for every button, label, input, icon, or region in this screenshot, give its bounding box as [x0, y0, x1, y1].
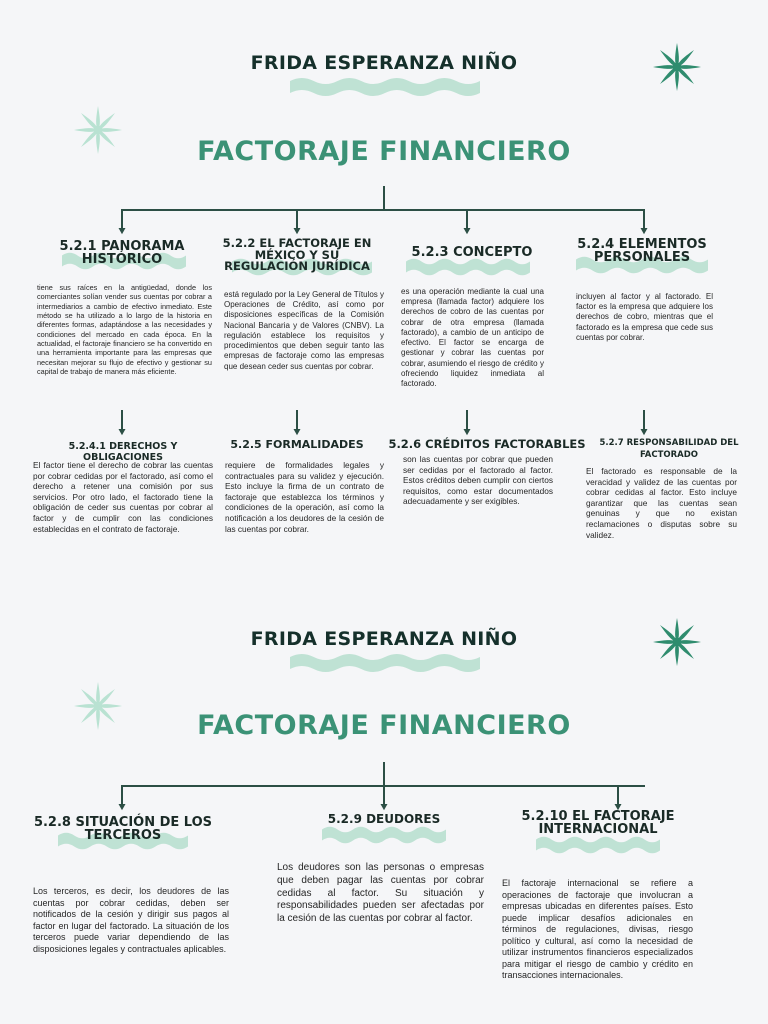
arrow-down-icon	[640, 429, 648, 436]
subsection-text-derechos: El factor tiene el derecho de cobrar las cuentas por cobrar cedidas por el factorado, así como el derecho a retener una comisión por sus servicios. Por otro lado, el factorado tiene la obligación de ceder sus cuentas por cobrar al factor y de cumplir con las condiciones establecidas en el contrato de factoraje.	[33, 460, 213, 534]
subsection-heading-derechos: 5.2.4.1 DERECHOS Y OBLIGACIONES	[68, 441, 178, 463]
connector	[121, 410, 123, 430]
star-icon	[73, 105, 123, 155]
subsection-text-responsabilidad: El factorado es responsable de la veracidad y validez de las cuentas por cobrar cedidas al factor. Esto incluye garantizar que las cuentas sean genuinas y que no existan reclamaciones o disputas sobre su validez.	[586, 466, 737, 540]
section-heading-panorama: 5.2.1 PANORAMA HISTÓRICO	[59, 239, 185, 267]
subsection-heading-responsabilidad: 5.2.7 RESPONSABILIDAD DEL FACTORADO	[599, 438, 739, 460]
arrow-down-icon	[293, 429, 301, 436]
connector	[617, 785, 619, 805]
section-heading-elementos: 5.2.4 ELEMENTOS PERSONALES	[577, 237, 707, 265]
arrow-down-icon	[293, 228, 301, 235]
star-icon	[652, 617, 702, 667]
page-title: FACTORAJE FINANCIERO	[197, 136, 571, 167]
arrow-down-icon	[463, 228, 471, 235]
arrow-down-icon	[463, 429, 471, 436]
section-heading-terceros: 5.2.8 SITUACIÓN DE LOS TERCEROS	[33, 815, 213, 843]
connector	[643, 410, 645, 430]
section-text-elementos: incluyen al factor y al factorado. El factor es la empresa que adquiere los derechos de cobro, mientras que el factorado es la empresa que cede sus cuentas por cobrar.	[576, 292, 713, 342]
connector	[296, 410, 298, 430]
subsection-text-formalidades: requiere de formalidades legales y contractuales para su validez y ejecución. Esto incluye la firma de un contrato de factoraje que establezca los términos y condiciones de la operación, así como la notificación a los deudores de la cesión de las cuentas por cobrar.	[225, 460, 384, 534]
section-text-concepto: es una operación mediante la cual una empresa (llamada factor) adquiere los derechos de cobro de las cuentas por cobrar de otra empresa (llamada factorado), a cambio de un anticipo de efectivo. El factor se encarga de gestionar y cobrar las cuentas por cobrar, asumiendo el riesgo de crédito y ofreciendo liquidez inmediata al factorado.	[401, 287, 544, 389]
section-text-internacional: El factoraje internacional se refiere a operaciones de factoraje que involucran a empresas ubicadas en diferentes países. Esto puede implicar desafíos adicionales en términos de regulaciones, divisas, riesgo político y cultural, así como la necesidad de utilizar instrumentos financieros especializados para mitigar el riesgo de cambio y crédito en transacciones internacionales.	[502, 878, 693, 981]
section-heading-concepto: 5.2.3 CONCEPTO	[411, 245, 533, 260]
arrow-down-icon	[118, 429, 126, 436]
connector	[121, 209, 645, 211]
wave-icon	[536, 834, 660, 856]
section-text-deudores: Los deudores son las personas o empresas que deben pagar las cuentas por cobrar cedidas al factor. Su situación y responsabilidades pueden ser afectadas por la cesión de las cuentas por cobrar al factor.	[277, 862, 484, 925]
arrow-down-icon	[380, 804, 388, 811]
arrow-down-icon	[118, 804, 126, 811]
wave-icon	[290, 651, 480, 675]
star-icon	[73, 681, 123, 731]
author-name: FRIDA ESPERANZA NIÑO	[250, 52, 518, 74]
section-heading-internacional: 5.2.10 EL FACTORAJE INTERNACIONAL	[521, 809, 675, 837]
star-icon	[652, 42, 702, 92]
author-name: FRIDA ESPERANZA NIÑO	[250, 628, 518, 650]
connector	[466, 410, 468, 430]
section-text-panorama: tiene sus raíces en la antigüedad, donde los comerciantes solían vender sus cuentas por cobrar a intermediarios a cambio de efectivo inmediato. Este método se ha utilizado a lo largo de la historia en diferentes formas, adaptándose a las necesidades y condiciones del mercado en cada época. En la actualidad, el factoraje financiero se ha convertido en una herramienta importante para las empresas que necesitan mejorar su flujo de efectivo y gestionar su capital de trabajo de manera más eficiente.	[37, 283, 212, 376]
connector	[383, 785, 385, 805]
subsection-heading-formalidades: 5.2.5 FORMALIDADES	[230, 438, 364, 451]
connector	[383, 762, 385, 786]
wave-icon	[290, 75, 480, 99]
section-heading-mexico: 5.2.2 EL FACTORAJE EN MÉXICO Y SU REGULACIÓN JURÍDICA	[222, 236, 372, 273]
arrow-down-icon	[118, 228, 126, 235]
wave-icon	[322, 824, 446, 846]
connector	[296, 209, 298, 229]
page-title: FACTORAJE FINANCIERO	[197, 710, 571, 741]
connector	[466, 209, 468, 229]
connector	[383, 186, 385, 210]
subsection-text-creditos: son las cuentas por cobrar que pueden ser cedidas por el factorado al factor. Estos créditos deben cumplir con ciertos requisitos, como estar documentados adecuadamente y ser exigibles.	[403, 454, 553, 507]
section-heading-deudores: 5.2.9 DEUDORES	[327, 812, 441, 826]
section-text-mexico: está regulado por la Ley General de Títulos y Operaciones de Crédito, así como por disposiciones específicas de la Comisión Nacional Bancaria y de Valores (CNBV). La regulación establece los requisitos y procedimientos que deben seguir tanto las empresas de factoraje como las empresas que desean ceder sus cuentas por cobrar.	[224, 290, 384, 371]
arrow-down-icon	[640, 228, 648, 235]
connector	[121, 209, 123, 229]
subsection-heading-creditos: 5.2.6 CRÉDITOS FACTORABLES	[388, 437, 586, 451]
section-text-terceros: Los terceros, es decir, los deudores de las cuentas por cobrar cedidas, deben ser notificados de la cesión y dirigir sus pagos al factor en lugar del factorado. La situación de los terceros puede variar dependiendo de las disposiciones legales y contractuales aplicables.	[33, 886, 229, 954]
connector	[643, 209, 645, 229]
connector	[121, 785, 123, 805]
